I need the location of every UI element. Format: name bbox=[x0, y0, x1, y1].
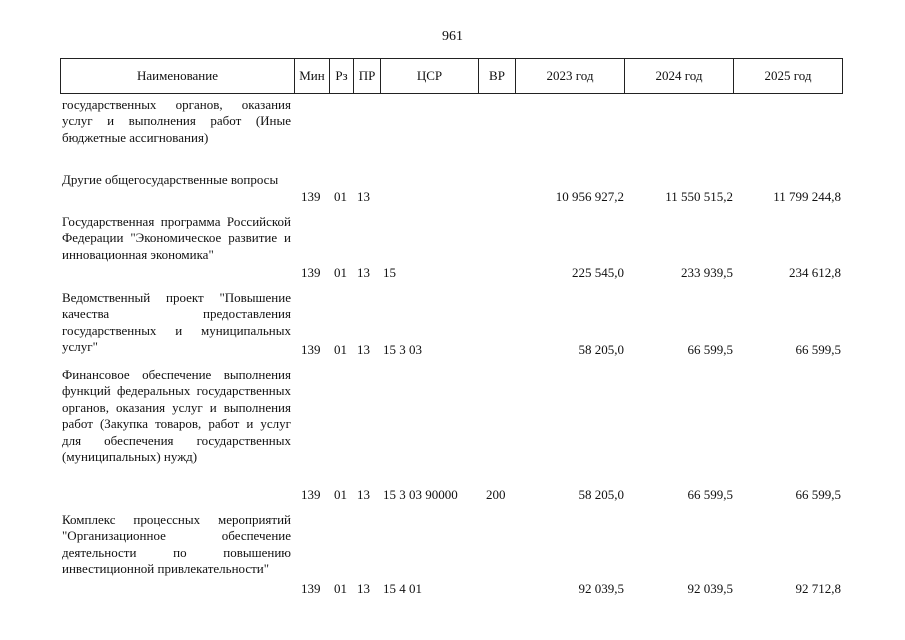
row-pr: 13 bbox=[357, 487, 370, 502]
row-2024: 66 599,5 bbox=[687, 342, 733, 357]
header-2024: 2024 год bbox=[625, 59, 734, 93]
row-2024: 92 039,5 bbox=[687, 581, 733, 596]
row-name: Ведомственный проект "Повышение качества предоставления государственных и муниципальных услуг" bbox=[62, 290, 291, 355]
row-csr: 15 bbox=[383, 265, 396, 280]
row-name: государственных органов, оказания услуг и выполнения работ (Иные бюджетные ассигнования) bbox=[62, 97, 291, 145]
page-number: 961 bbox=[442, 29, 463, 44]
row-csr: 15 4 01 bbox=[383, 581, 422, 596]
row-rz: 01 bbox=[334, 487, 347, 502]
row-2023: 58 205,0 bbox=[578, 487, 624, 502]
row-min: 139 bbox=[301, 487, 321, 502]
row-csr: 15 3 03 90000 bbox=[383, 487, 458, 502]
row-min: 139 bbox=[301, 581, 321, 596]
table-header bbox=[60, 58, 843, 94]
row-csr: 15 3 03 bbox=[383, 342, 422, 357]
row-pr: 13 bbox=[357, 265, 370, 280]
row-2025: 11 799 244,8 bbox=[773, 189, 841, 204]
row-2023: 10 956 927,2 bbox=[555, 189, 624, 204]
row-min: 139 bbox=[301, 265, 321, 280]
row-rz: 01 bbox=[334, 581, 347, 596]
header-pr: ПР bbox=[354, 59, 381, 93]
row-min: 139 bbox=[301, 342, 321, 357]
header-rz: Рз bbox=[330, 59, 354, 93]
row-2025: 92 712,8 bbox=[795, 581, 841, 596]
row-2025: 66 599,5 bbox=[795, 487, 841, 502]
row-name: Комплекс процессных мероприятий "Организационное обеспечение деятельности по повышению инвестиционной привлекательности" bbox=[62, 512, 291, 577]
row-2025: 234 612,8 bbox=[789, 265, 841, 280]
header-2025: 2025 год bbox=[764, 68, 812, 83]
row-2023: 92 039,5 bbox=[578, 581, 624, 596]
row-min: 139 bbox=[301, 189, 321, 204]
header-csr: ЦСР bbox=[381, 59, 479, 93]
row-name: Финансовое обеспечение выполнения функций федеральных государственных органов, оказания услуг и выполнения работ (Закупка товаров, работ и услуг для обеспечения государственных (муниципальных) нужд) bbox=[62, 367, 291, 465]
header-vr: ВР bbox=[479, 59, 516, 93]
row-pr: 13 bbox=[357, 189, 370, 204]
row-2023: 225 545,0 bbox=[572, 265, 624, 280]
row-vr: 200 bbox=[486, 487, 506, 502]
row-rz: 01 bbox=[334, 189, 347, 204]
row-2024: 11 550 515,2 bbox=[665, 189, 733, 204]
row-2025: 66 599,5 bbox=[795, 342, 841, 357]
row-name: Государственная программа Российской Федерации "Экономическое развитие и инновационная экономика" bbox=[62, 214, 291, 262]
header-2023: 2023 год bbox=[516, 59, 625, 93]
row-2024: 66 599,5 bbox=[687, 487, 733, 502]
row-pr: 13 bbox=[357, 581, 370, 596]
header-name: Наименование bbox=[61, 59, 295, 93]
row-rz: 01 bbox=[334, 342, 347, 357]
row-name: Другие общегосударственные вопросы bbox=[62, 172, 279, 187]
row-pr: 13 bbox=[357, 342, 370, 357]
row-rz: 01 bbox=[334, 265, 347, 280]
header-min: Мин bbox=[295, 59, 330, 93]
row-2024: 233 939,5 bbox=[681, 265, 733, 280]
row-2023: 58 205,0 bbox=[578, 342, 624, 357]
